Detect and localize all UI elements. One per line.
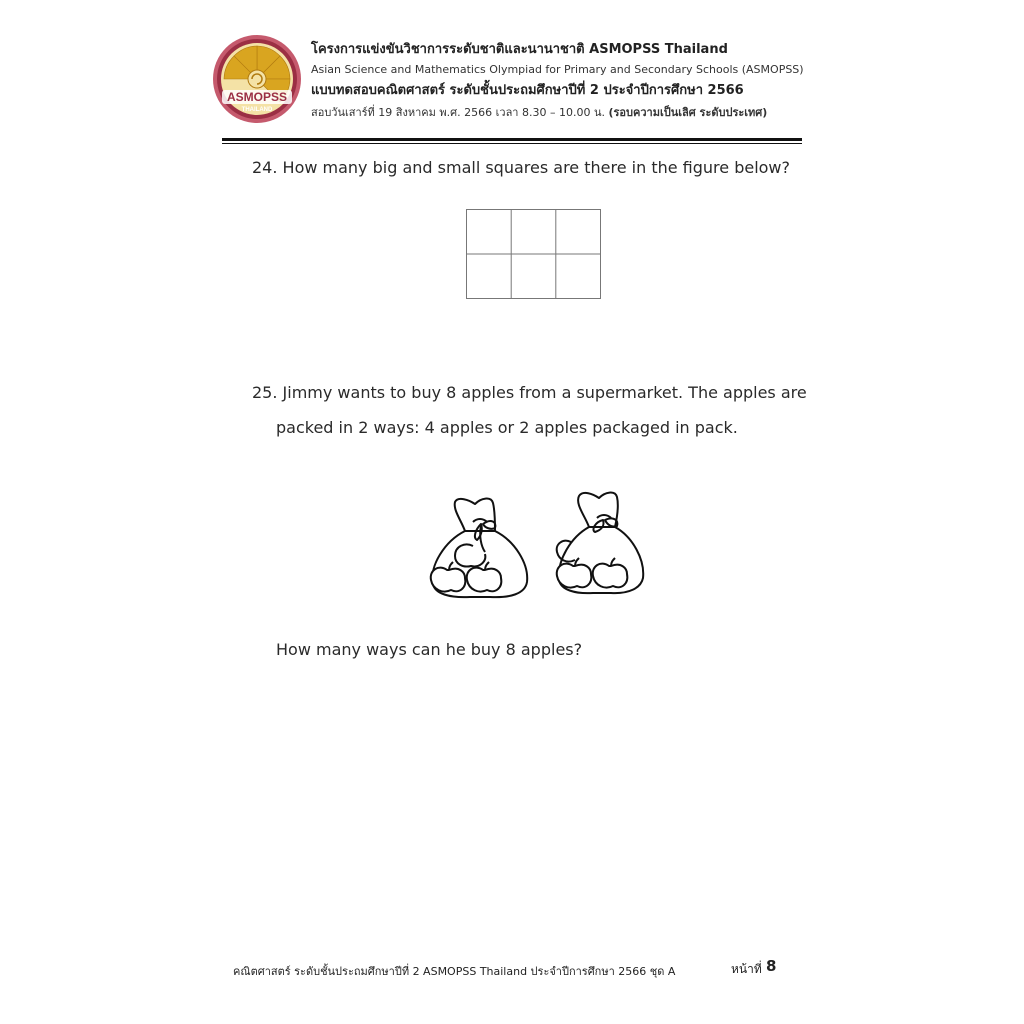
asmopss-logo — [212, 34, 302, 124]
question-25-prompt: How many ways can he buy 8 apples? — [276, 640, 583, 659]
question-25-line1: 25. Jimmy wants to buy 8 apples from a supermarket. The apples are — [252, 383, 807, 402]
apple-bag-2 — [557, 493, 644, 594]
logo-subtext: THAILAND — [241, 107, 273, 113]
apple-bag-4 — [431, 499, 527, 598]
header-divider-thin — [222, 143, 802, 144]
olympiad-name: Asian Science and Mathematics Olympiad for Primary and Secondary Schools (ASMOPSS) — [311, 63, 804, 76]
exam-title: แบบทดสอบคณิตศาสตร์ ระดับชั้นประถมศึกษาปีที่ 2 ประจำปีการศึกษา 2566 — [311, 83, 744, 98]
exam-date — [311, 102, 801, 124]
project-title: โครงการแข่งขันวิชาการระดับชาติและนานาชาติ ASMOPSS Thailand — [311, 42, 728, 57]
round-label: (รอบความเป็นเลิศ ระดับประเทศ) — [608, 106, 768, 119]
question-25-line2: packed in 2 ways: 4 apples or 2 apples packaged in pack. — [276, 418, 738, 437]
page-number: 8 — [766, 957, 777, 975]
footer-text: คณิตศาสตร์ ระดับชั้นประถมศึกษาปีที่ 2 ASMOPSS Thailand ประจำปีการศึกษา 2566 ชุด A — [233, 965, 676, 978]
exam-header — [311, 40, 804, 124]
exam-date-text: สอบวันเสาร์ที่ 19 สิงหาคม พ.ศ. 2566 เวลา 8.30 – 10.00 น. — [311, 106, 609, 119]
question-24: 24. How many big and small squares are there in the figure below? — [252, 158, 791, 177]
squares-grid-figure — [466, 209, 602, 301]
header-divider — [222, 138, 802, 141]
apple-bags-illustration — [425, 486, 655, 601]
page-label: หน้าที่ — [731, 962, 762, 976]
logo-text: ASMOPSS — [226, 90, 288, 104]
